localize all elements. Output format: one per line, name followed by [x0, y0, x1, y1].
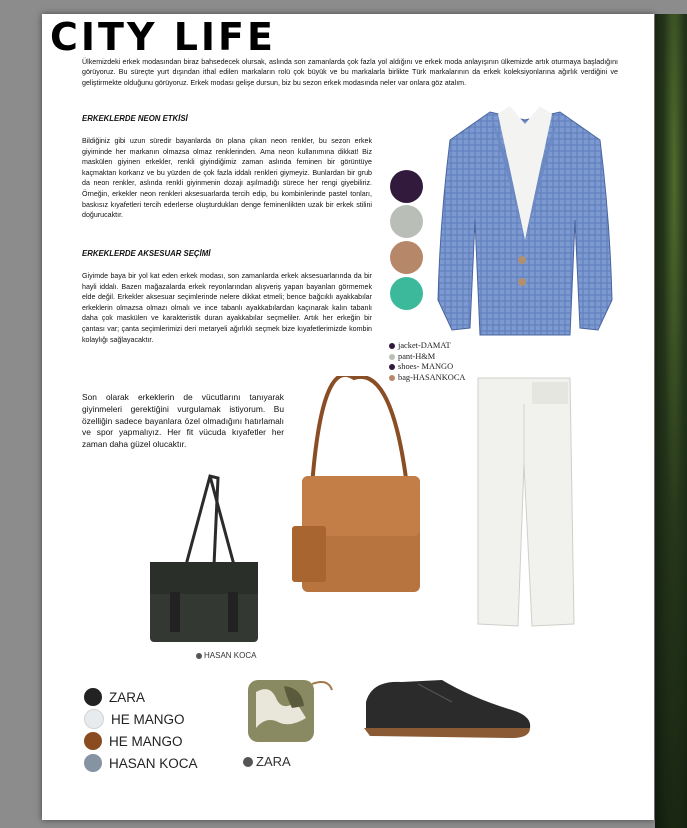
swatch-color	[390, 277, 423, 310]
caption-dot	[196, 653, 202, 659]
legend-dot	[389, 343, 395, 349]
section1-heading: ERKEKLERDE NEON ETKİSİ	[82, 114, 188, 123]
wallet-caption-label: ZARA	[256, 754, 291, 769]
brand-label: ZARA	[109, 689, 146, 705]
section3-body: Son olarak erkeklerin de vücutlarını tanıyarak giyinmeleri gerektiğini vurgulamak istiyorum. Bu özelliğin sadece bayanlara özel olmadığını hatırlamalı ve spor yapmalıyız. Her fit vücuda kıyafetler her zaman daha güzel olucaktır.	[82, 392, 284, 450]
brand-dot	[84, 732, 102, 750]
legend-label: jacket-DAMAT	[398, 341, 451, 350]
swatch-color	[390, 170, 423, 203]
background-panel	[655, 14, 687, 828]
brand-item	[84, 708, 198, 730]
legend-dot	[389, 364, 395, 370]
brand-list	[84, 686, 198, 774]
brand-item	[84, 730, 198, 752]
wallet-caption	[243, 754, 291, 769]
black-bag-image	[148, 470, 260, 646]
brand-label: HASAN KOCA	[109, 755, 198, 771]
swatch-color	[390, 241, 423, 274]
legend-label: pant-H&M	[398, 351, 436, 361]
legend-dot	[389, 354, 395, 360]
brand-dot	[84, 688, 102, 706]
legend-label: shoes- MANGO	[398, 362, 454, 372]
camo-wallet-image	[246, 678, 336, 746]
section2-body: Giyimde baya bir yol kat eden erkek modası, son zamanlarda erkek aksesuarlarında da bir hayli iddalı. Bazen mağazalarda erkek reyonlarından alışveriş yapan bayanları görmemek elde değil. Erkekler aksesuar seçimlerinde nelere dikkat etmeli; bence bağcıklı ayakkabılar erkeklerin olmazsa olmazı olmalı ve ince tabanlı ayakkabılardan kaçınarak kalın tabanlı daha çok maskülen ve karakteristik duran ayakkabılar seçmeliler. Artık her erkeğin bir çantası var; çanta seçimlerimizi deri metaryeli ağırlıklı seçmek bize kıyafetlerimizde kombin kolaylığı sağlayacaktır.	[82, 272, 372, 344]
page-title: CITY LIFE	[50, 15, 276, 59]
brand-item	[84, 752, 198, 774]
legend-item	[389, 362, 465, 373]
brand-item	[84, 686, 198, 708]
swatch-color	[390, 205, 423, 238]
shoe-image	[362, 672, 534, 744]
bag-caption-label: HASAN KOCA	[204, 651, 257, 660]
section2-heading: ERKEKLERDE AKSESUAR SEÇİMİ	[82, 249, 211, 258]
legend-item	[389, 341, 465, 352]
brown-bag-image	[292, 376, 424, 596]
intro-paragraph: Ülkemizdeki erkek modasından biraz bahsedecek olursak, aslında son zamanlarda çok fazla yol aldığını ve erkek moda anlayışının ülkemizde artık oturmaya başladığını görüyoruz. Bu süreçte yurt dışından ithal edilen markaların rolü çok büyük ve bu markalarla birlikte Türk markalarının da erkek koleksiyonlarına ağırlık verdiğini ve geliştirmekte olduğunu görüyoruz. Erkek modası gelişe dursun, biz bu sezon erkek modasında neler var onlara göz atalım.	[82, 58, 618, 87]
brand-dot	[84, 754, 102, 772]
brand-label: HE MANGO	[111, 711, 185, 727]
legend-label: bag-HASANKOCA	[398, 372, 466, 382]
brand-label: HE MANGO	[109, 733, 183, 749]
caption-dot	[243, 757, 253, 767]
bag-caption	[196, 651, 256, 660]
section1-body: Bildiğiniz gibi uzun süredir bayanlarda ön plana çıkan neon renkler, bu sezon erkek giyiminde her markanın olmazsa olmaz renklerinden. Ama neon kullanımına dikkat! Biz maskülen giyinen erkekler, renkli giyindiğimiz zaman aslında feminen bir görüntüye kaçmaktan korkarız ve bu yüzden de çok fazla iddalı renkleri giymeyiz. Bunlardan bir grub da neon renkler, aslında renkli giyinmenin dozajı aşılmadığı sürece her rengi giyebiliriz. Örneğin, erkekler neon renkleri aksesuarlarda tercih edip, bu kombinlerinde pastel tonları, baskısız kıyafetleri tercih ederlerse oluşturdukları denge feminenlikten uzak bir erkek stilini doğurucaktır.	[82, 137, 372, 220]
legend-item	[389, 352, 465, 363]
pants-image	[472, 374, 576, 630]
jacket-image	[430, 100, 620, 338]
brand-dot	[84, 709, 104, 729]
